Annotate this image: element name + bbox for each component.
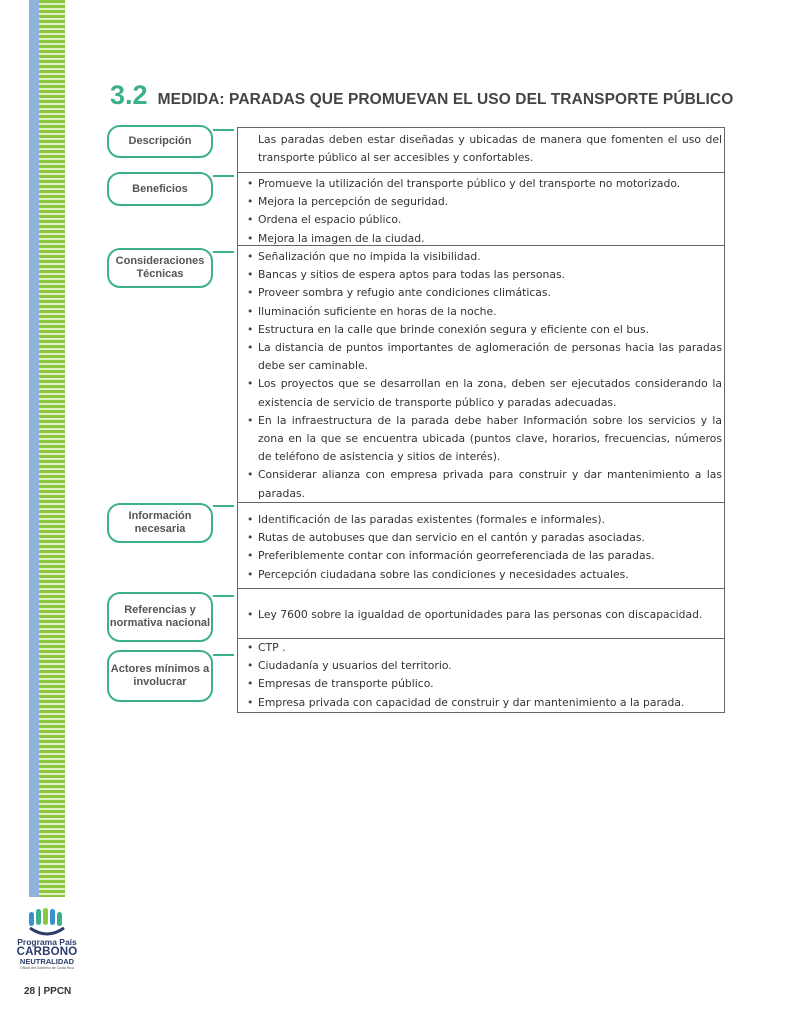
cell-descripcion [245,131,722,167]
list-item: • Rutas de autobuses que dan servicio en el cantón y paradas asociadas. [245,529,722,547]
label-connector [213,505,234,507]
label-consideraciones-tecnicas-text: Consideraciones Técnicas [115,255,205,280]
list-item: • Estructura en la calle que brinde conexión segura y eficiente con el bus. [245,321,722,339]
label-informacion-necesaria-text: Información necesaria [128,510,192,535]
footer-doc-code: PPCN [43,986,72,997]
page-footer [24,986,71,997]
list-item: • La distancia de puntos importantes de aglomeración de personas hacia las paradas debe ser caminable. [245,339,722,375]
list-item: • Señalización que no impida la visibilidad. [245,248,722,266]
label-connector [213,654,234,656]
label-consideraciones-tecnicas [107,248,213,288]
cell-informacion-necesaria [245,511,722,584]
list-item: • Considerar alianza con empresa privada para construir y dar mantenimiento a las paradas. [245,466,722,502]
descripcion-text: Las paradas deben estar diseñadas y ubicadas de manera que fomenten el uso del transporte público al ser accesibles y confortables. [258,133,722,165]
list-item: • Preferiblemente contar con información georreferenciada de las paradas. [245,547,722,565]
list-item: • Proveer sombra y refugio ante condiciones climáticas. [245,284,722,302]
hands-icon [24,908,70,938]
side-stripe-blue [29,0,39,897]
label-beneficios-text: Beneficios [132,182,188,195]
list-item: • Identificación de las paradas existentes (formales e informales). [245,511,722,529]
label-connector [213,175,234,177]
cell-beneficios [245,175,722,248]
logo-line-2: CARBONO [16,946,78,958]
list-item: • Bancas y sitios de espera aptos para todas las personas. [245,266,722,284]
label-actores-minimos-text: Actores mínimos a involucrar [110,663,210,688]
cell-consideraciones-tecnicas [245,248,722,503]
list-item: • Empresas de transporte público. [245,675,722,693]
section-heading [110,80,733,110]
list-item: • Iluminación suficiente en horas de la noche. [245,303,722,321]
label-connector [213,129,234,131]
section-title: MEDIDA: PARADAS QUE PROMUEVAN EL USO DEL TRANSPORTE PÚBLICO [157,91,734,108]
list-item: • Ciudadanía y usuarios del territorio. [245,657,722,675]
label-actores-minimos [107,650,213,702]
label-referencias-normativa [107,592,213,642]
list-item: • Ordena el espacio público. [245,211,722,229]
list-item: • Promueve la utilización del transporte público y del transporte no motorizado. [245,175,722,193]
side-stripe-green [39,0,65,897]
logo-line-3: NEUTRALIDAD [19,957,75,966]
list-item: • Percepción ciudadana sobre las condiciones y necesidades actuales. [245,566,722,584]
label-connector [213,595,234,597]
list-item: • Ley 7600 sobre la igualdad de oportunidades para las personas con discapacidad. [245,606,722,624]
label-referencias-normativa-text: Referencias y normativa nacional [109,604,211,629]
list-item: • CTP . [245,639,722,657]
list-item: • Los proyectos que se desarrollan en la zona, deben ser ejecutados considerando la existencia de servicio de transporte público y paradas adecuadas. [245,375,722,411]
footer-separator: | [37,986,41,997]
page-number: 28 [24,986,36,997]
label-descripcion-text: Descripción [128,135,192,147]
label-beneficios [107,172,213,206]
label-informacion-necesaria [107,503,213,543]
list-item: • En la infraestructura de la parada debe haber Información sobre los servicios y la zona en la que se encuentra ubicada (puntos clave, horarios, frecuencias, números de teléfono de asistencia y sitios de interés). [245,412,722,467]
cell-actores-minimos [245,639,722,712]
list-item: • Mejora la percepción de seguridad. [245,193,722,211]
logo-line-4: Oficial del Gobierno de Costa Rica [20,966,74,970]
list-item: • Mejora la imagen de la ciudad. [245,230,722,248]
section-number: 3.2 [110,80,148,110]
ppcn-logo [12,908,82,971]
list-item: • Empresa privada con capacidad de construir y dar mantenimiento a la parada. [245,694,722,712]
logo-line-1: Programa País [17,937,77,947]
label-descripcion [107,125,213,158]
row-divider [237,172,725,173]
row-divider [237,588,725,589]
label-connector [213,251,234,253]
cell-referencias-normativa [245,606,722,624]
